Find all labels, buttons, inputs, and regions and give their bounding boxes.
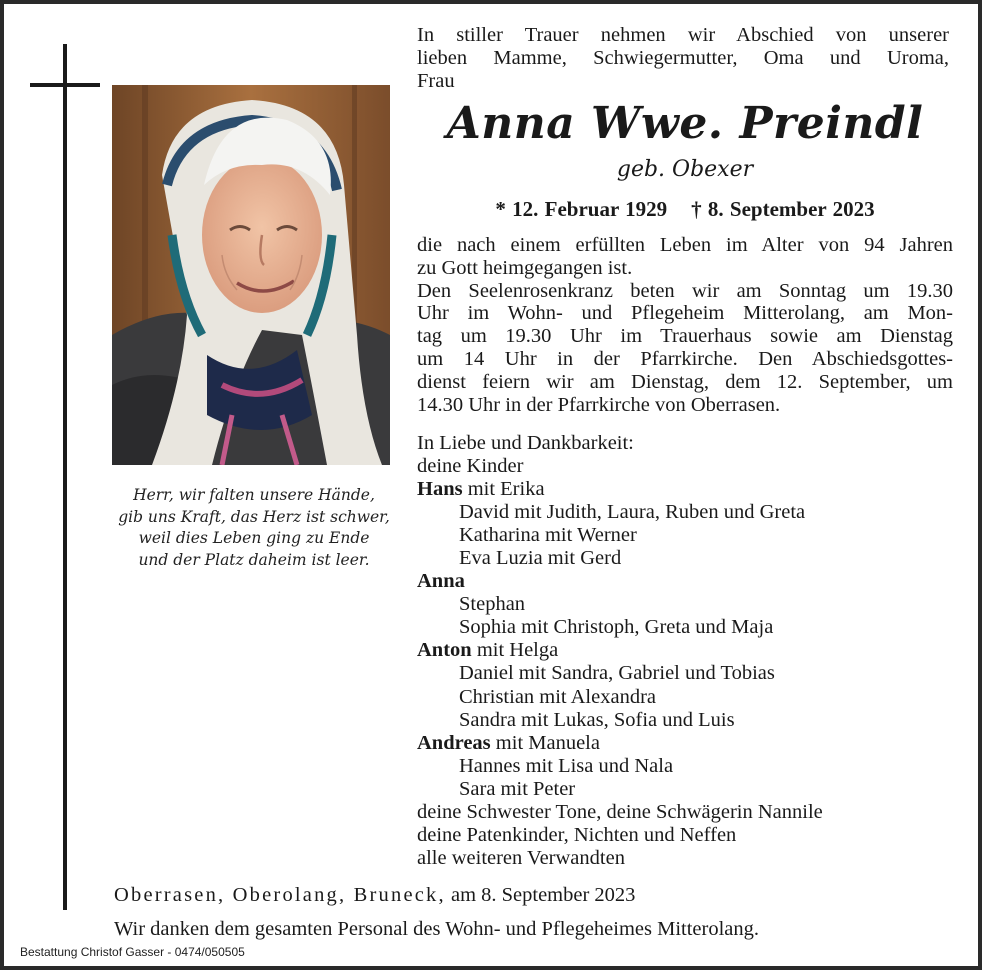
birth-date: * 12. Februar 1929 xyxy=(495,197,668,221)
maiden-name: geb. Obexer xyxy=(616,157,754,182)
funeral-home-credit: Bestattung Christof Gasser - 0474/050505 xyxy=(20,945,245,959)
other-relatives-line: deine Patenkinder, Nichten und Neffen xyxy=(417,823,737,846)
other-relatives-line: deine Schwester Tone, deine Schwägerin Nannile xyxy=(417,800,823,823)
life-dates xyxy=(417,195,953,223)
grandchild-line: David mit Judith, Laura, Ruben und Greta xyxy=(459,501,806,524)
child-partner: mit Helga xyxy=(471,639,559,662)
grandchild-line: Hannes mit Lisa und Nala xyxy=(459,754,674,777)
place-and-date xyxy=(114,881,914,909)
grandchild-line: Eva Luzia mit Gerd xyxy=(459,547,622,570)
announcement-line: 14.30 Uhr in der Pfarrkirche von Oberrasen. xyxy=(417,393,781,416)
child-partner: mit Manuela xyxy=(490,731,600,754)
poem-line: und der Platz daheim ist leer. xyxy=(138,550,370,569)
announcement-line: Den Seelenrosenkranz beten wir am Sonntag um 19.30 xyxy=(417,279,953,302)
announcement-line: die nach einem erfüllten Leben im Alter von 94 Jahren xyxy=(417,234,953,256)
places: Oberrasen, Oberolang, Bruneck, xyxy=(114,884,446,906)
cross-icon-vertical xyxy=(63,44,67,910)
poem-line: Herr, wir falten unsere Hände, xyxy=(133,486,375,504)
announcement-text xyxy=(417,234,953,416)
poem-line: gib uns Kraft, das Herz ist schwer, xyxy=(118,507,390,526)
family-group-head xyxy=(417,478,953,501)
intro-line: In stiller Trauer nehmen wir Abschied von unserer xyxy=(417,24,949,46)
child-name: Andreas xyxy=(417,731,491,754)
child-name: Anna xyxy=(417,570,465,593)
family-group-head xyxy=(417,639,953,662)
intro-line: lieben Mamme, Schwiegermutter, Oma und Uroma, xyxy=(417,47,949,69)
family-group-head xyxy=(417,570,953,593)
intro-text xyxy=(417,24,949,93)
thanks-text: Wir danken dem gesamten Personal des Wohn- und Pflegeheimes Mitterolang. xyxy=(114,918,760,940)
family-heading: In Liebe und Dankbarkeit: xyxy=(417,432,634,454)
child-name: Hans xyxy=(417,478,463,501)
announcement-line: zu Gott heimgegangen ist. xyxy=(417,256,633,279)
grandchild-line: Christian mit Alexandra xyxy=(459,685,656,708)
date: am 8. September 2023 xyxy=(445,884,636,906)
child-name: Anton xyxy=(417,639,472,662)
grandchild-line: Sara mit Peter xyxy=(459,777,576,800)
intro-line: Frau xyxy=(417,70,455,92)
cross-icon-horizontal xyxy=(30,83,100,87)
death-date: † 8. September 2023 xyxy=(691,197,875,221)
grandchild-line: Sophia mit Christoph, Greta und Maja xyxy=(459,616,774,639)
portrait-photo xyxy=(112,85,390,465)
grandchild-line: Katharina mit Werner xyxy=(459,524,637,547)
other-relatives-line: alle weiteren Verwandten xyxy=(417,846,625,869)
children-label: deine Kinder xyxy=(417,455,524,478)
announcement-line: tag um 19.30 Uhr im Trauerhaus sowie am Dienstag xyxy=(417,325,953,348)
poem xyxy=(104,485,404,571)
announcement-line: dienst feiern wir am Dienstag, dem 12. September, um xyxy=(417,370,953,393)
deceased-name: Anna Wwe. Preindl xyxy=(446,98,924,149)
grandchild-line: Daniel mit Sandra, Gabriel und Tobias xyxy=(459,662,775,685)
child-partner: mit Erika xyxy=(462,478,545,501)
poem-line: weil dies Leben ging zu Ende xyxy=(138,529,370,547)
announcement-line: Uhr im Wohn- und Pflegeheim Mitterolang, am Mon- xyxy=(417,302,953,325)
family-list xyxy=(417,432,953,870)
grandchild-line: Sandra mit Lukas, Sofia und Luis xyxy=(459,708,735,731)
family-group-head xyxy=(417,732,953,755)
grandchild-line: Stephan xyxy=(459,593,526,616)
announcement-line: um 14 Uhr in der Pfarrkirche. Den Abschiedsgottes- xyxy=(417,347,953,370)
